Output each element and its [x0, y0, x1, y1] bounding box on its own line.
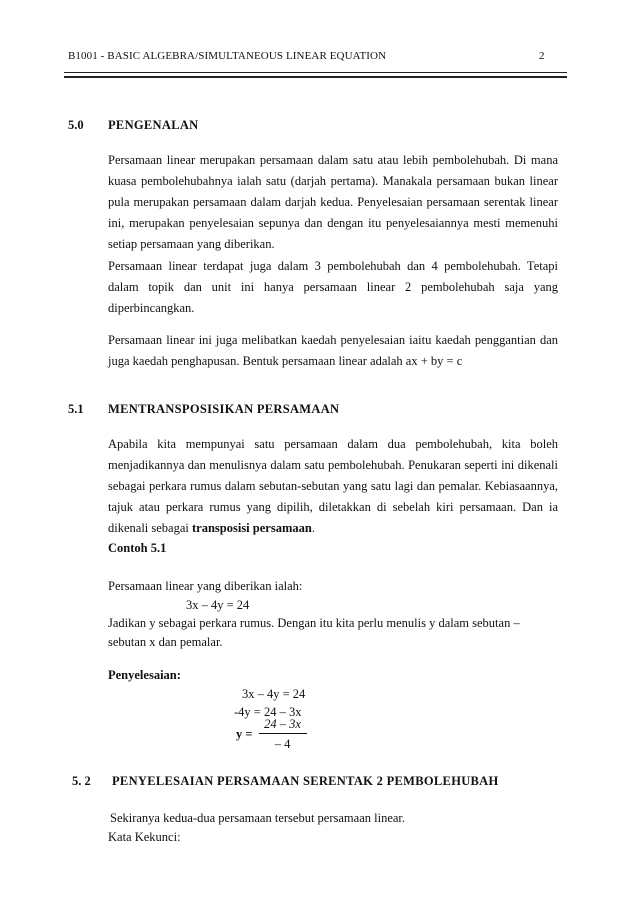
section-5-1-title: MENTRANSPOSISIKAN PERSAMAAN	[108, 402, 340, 416]
section-5-2-line-1: Sekiranya kedua-dua persamaan tersebut persamaan linear.	[110, 811, 406, 825]
solution-step-1: 3x – 4y = 24	[242, 687, 306, 701]
result-fraction	[259, 717, 307, 752]
example-instruction-line-1: Jadikan y sebagai perkara rumus. Dengan itu kita perlu menulis y dalam sebutan –	[108, 616, 520, 630]
solution-label: Penyelesaian:	[108, 668, 181, 682]
section-5-0-paragraph-3: Persamaan linear ini juga melibatkan kaedah penyelesaian iaitu kaedah penggantian dan juga kaedah penghapusan. Bentuk persamaan linear adalah ax + by = c	[108, 333, 558, 368]
header-rule-thick	[64, 76, 567, 78]
header-title: B1001 - BASIC ALGEBRA/SIMULTANEOUS LINEAR EQUATION	[68, 50, 387, 62]
section-5-1-paragraph-text: Apabila kita mempunyai satu persamaan dalam dua pembolehubah, kita boleh menjadikannya dan menulisnya dalam satu pembolehubah. Penukaran seperti ini dikenali sebagai perkara rumus dalam sebutan-sebutan yang satu lagi dan pemalar. Kebiasaannya, tajuk atau perkara rumus yang dipilih, diletakkan di sebelah kiri persamaan. Dan ia dikenali sebagai	[108, 437, 558, 535]
example-title: Contoh 5.1	[108, 541, 167, 555]
section-5-2-line-2: Kata Kekunci:	[108, 830, 181, 844]
section-5-1-paragraph-end: .	[311, 521, 315, 535]
section-5-1-number: 5.1	[68, 402, 84, 416]
example-instruction-line-2: sebutan x dan pemalar.	[108, 635, 223, 649]
section-5-0-title: PENGENALAN	[108, 118, 199, 132]
section-5-0-number: 5.0	[68, 118, 84, 132]
result-lhs: y =	[236, 727, 253, 741]
solution-result	[236, 717, 307, 752]
transposisi-term: transposisi persamaan	[192, 521, 312, 535]
section-5-2-title: PENYELESAIAN PERSAMAAN SERENTAK 2 PEMBOLEHUBAH	[112, 774, 499, 788]
section-5-0-paragraph-2: Persamaan linear terdapat juga dalam 3 pembolehubah dan 4 pembolehubah. Tetapi dalam topik dan unit ini hanya persamaan linear 2 pembolehubah saja yang diperbincangkan.	[108, 259, 558, 315]
section-5-2-number: 5. 2	[72, 774, 91, 788]
solution-step-2: -4y = 24 – 3x	[234, 705, 302, 719]
header-rule-thin	[64, 72, 567, 73]
section-5-1-paragraph	[108, 434, 558, 539]
example-equation: 3x – 4y = 24	[186, 598, 250, 612]
example-intro: Persamaan linear yang diberikan ialah:	[108, 579, 303, 593]
result-numerator: 24 – 3x	[264, 717, 301, 731]
section-5-0-paragraph-1: Persamaan linear merupakan persamaan dalam satu atau lebih pembolehubah. Di mana kuasa pembolehubahnya ialah satu (darjah pertama). Manakala persamaan bukan linear pula merupakan persamaan dalam darjah kedua. Penyelesaian persamaan serentak linear ini, merupakan penyelesaian sepunya dan dengan itu penyelesaiannya mesti memenuhi setiap persamaan yang diberikan.	[108, 153, 558, 251]
page-number: 2	[539, 50, 545, 62]
result-denominator: – 4	[274, 737, 291, 751]
